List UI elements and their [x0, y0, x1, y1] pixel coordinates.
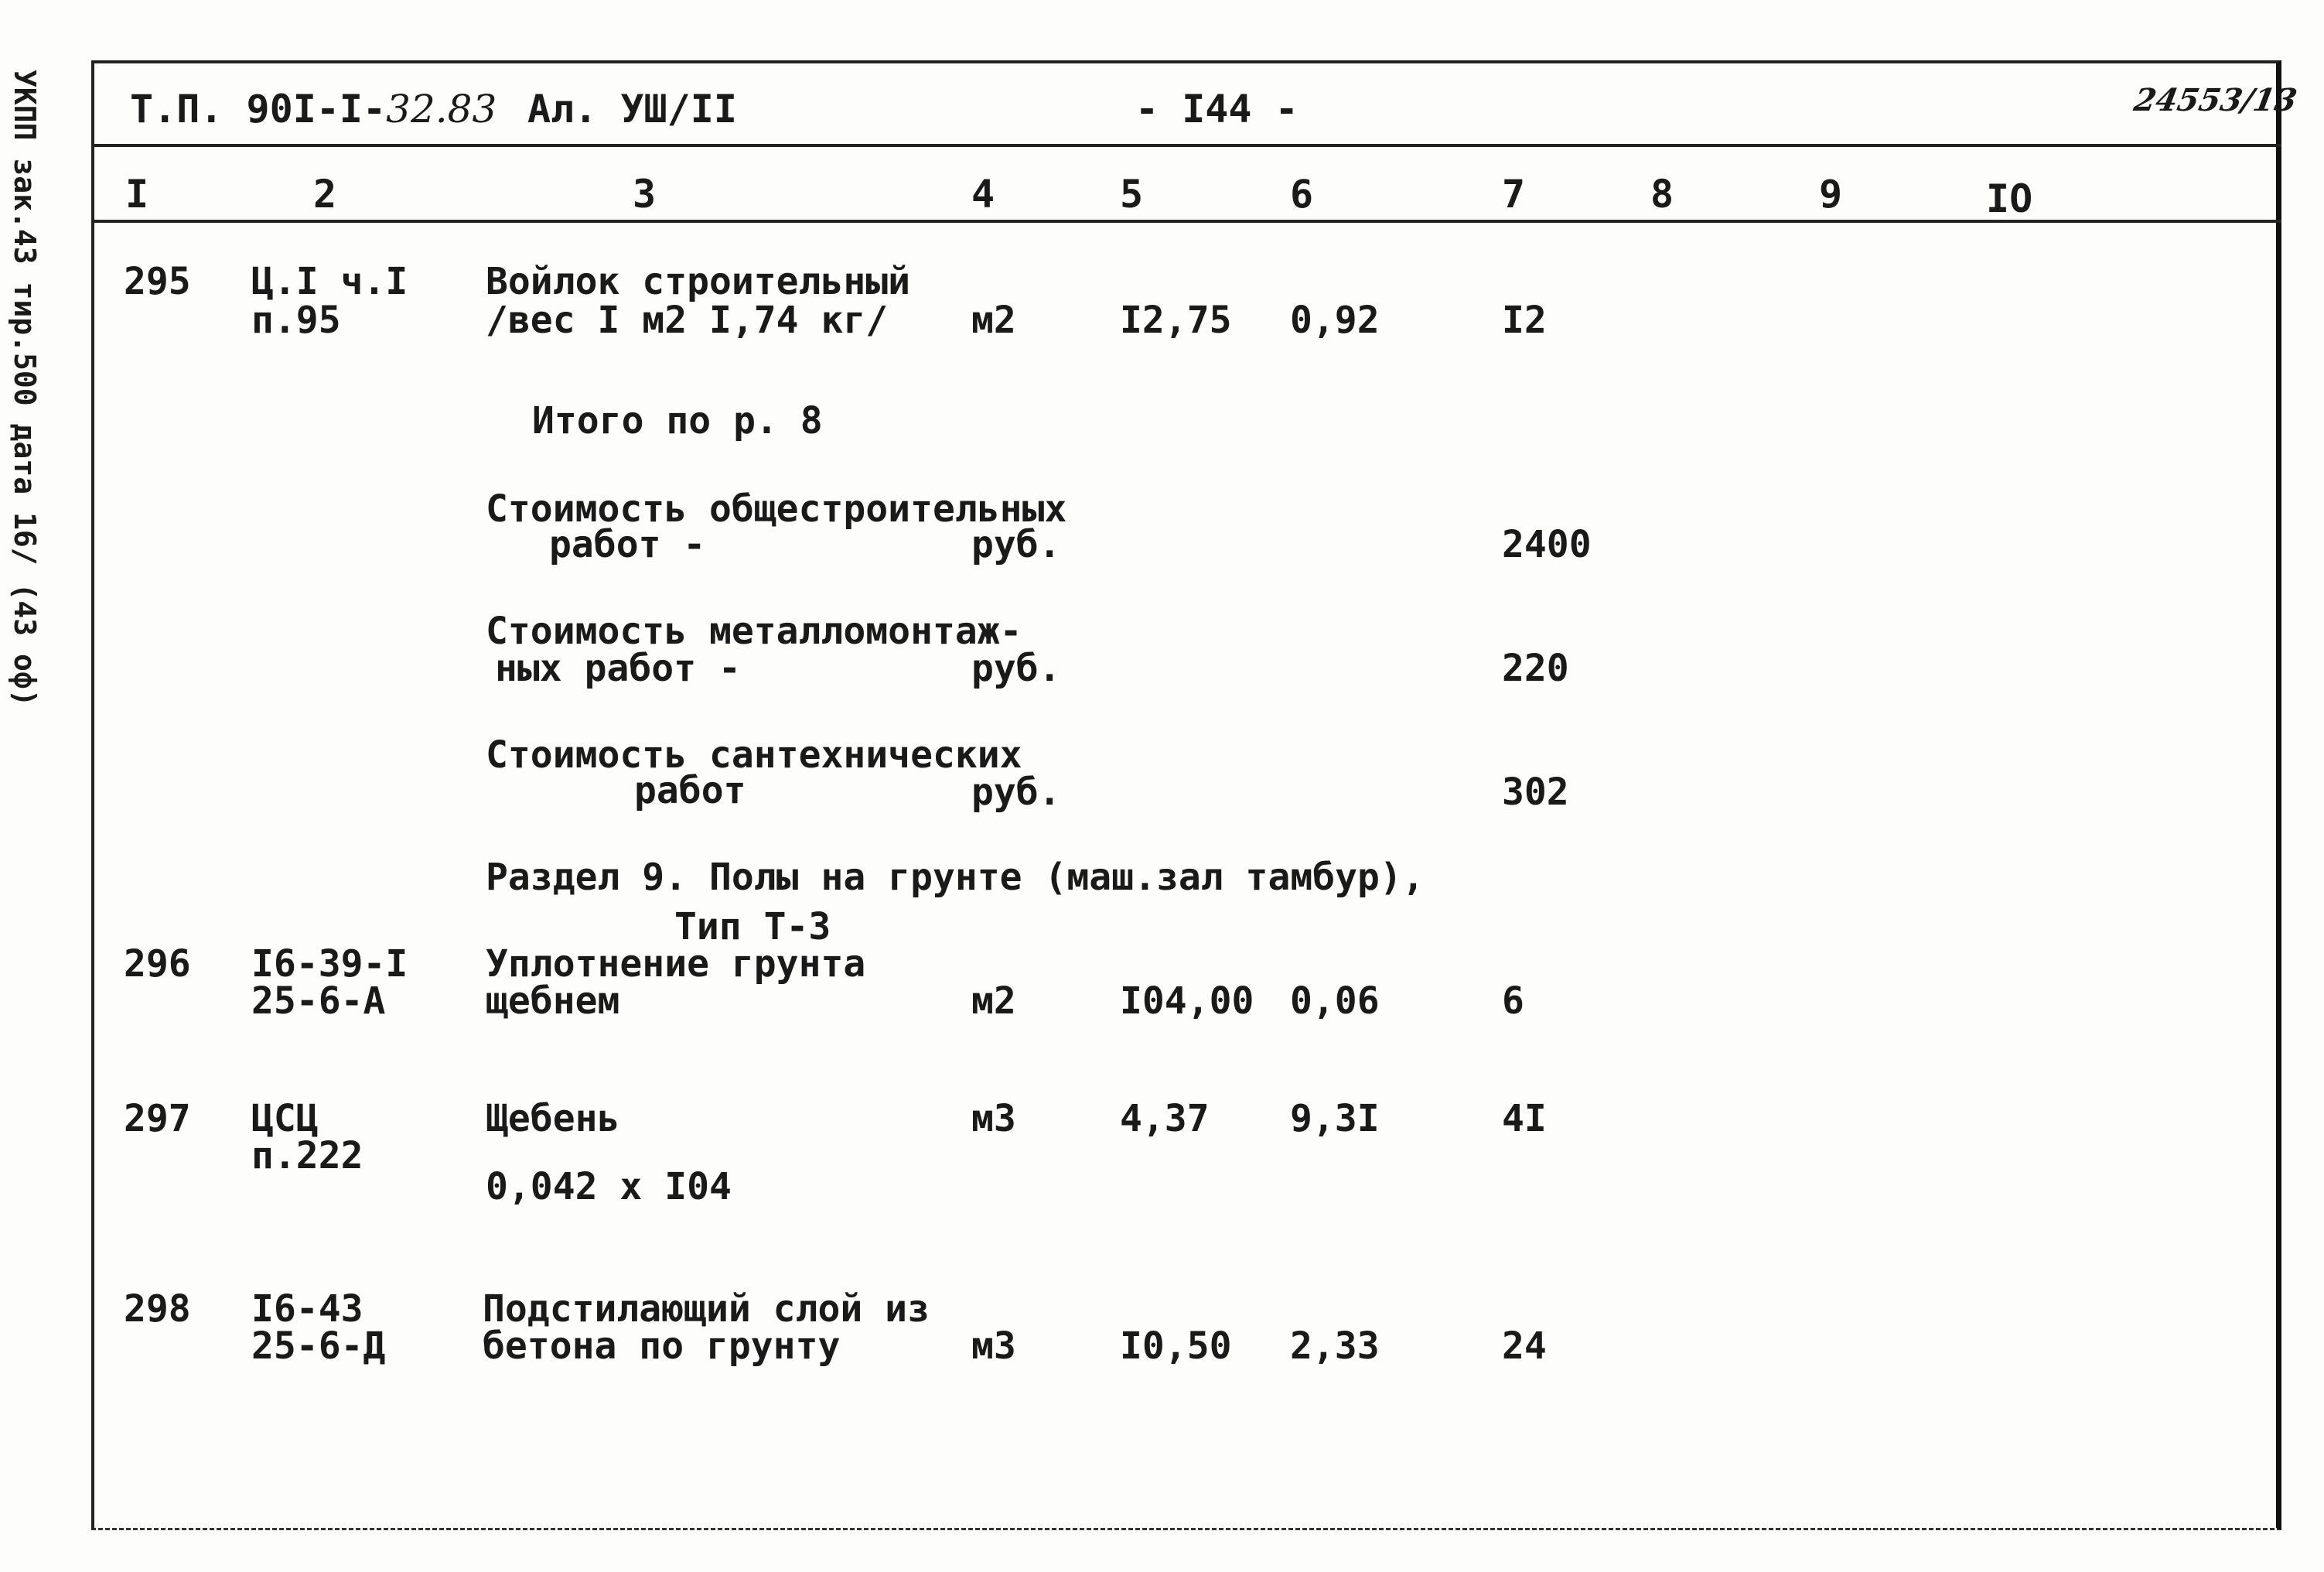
row-297-price: 9,3I [1290, 1097, 1380, 1140]
row-297-num: 297 [124, 1097, 191, 1140]
column-header-5: 5 [1120, 172, 1144, 217]
section-9-type: Тип Т-3 [674, 905, 831, 948]
column-header-7: 7 [1502, 172, 1526, 217]
row-298-code1: I6-43 [251, 1287, 363, 1331]
itogo-section-8: Итого по р. 8 [532, 399, 823, 443]
row-295-name2: /вес I м2 I,74 кг/ [486, 299, 889, 342]
row-295-price: 0,92 [1290, 299, 1380, 342]
row-298-name1: Подстилающий слой из [483, 1287, 930, 1331]
cost-sanitary-unit: руб. [971, 771, 1061, 814]
cost-general-value: 2400 [1502, 523, 1592, 566]
cost-sanitary-name2: работ [634, 769, 746, 812]
column-header-10: IO [1986, 176, 2033, 221]
cost-metal-unit: руб. [971, 647, 1061, 690]
cost-sanitary-name1: Стоимость сантехнических [486, 733, 1022, 777]
row-298-qty: I0,50 [1120, 1324, 1232, 1368]
album-ref: Ал. УШ/II [527, 87, 737, 132]
row-296-unit: м2 [971, 979, 1016, 1023]
row-297-name2: 0,042 х I04 [486, 1165, 732, 1208]
row-298-code2: 25-6-Д [251, 1324, 386, 1368]
row-295-cost: I2 [1502, 299, 1547, 342]
cost-general-name2: работ - [549, 523, 706, 566]
section-9-title: Раздел 9. Полы на грунте (маш.зал тамбур), [486, 856, 1425, 899]
row-295-code2: п.95 [251, 299, 341, 342]
page-number: - I44 - [1135, 87, 1299, 132]
column-header-1: I [125, 172, 149, 217]
column-header-9: 9 [1819, 172, 1843, 217]
row-298-price: 2,33 [1290, 1324, 1380, 1368]
row-295-num: 295 [124, 260, 191, 303]
row-297-code2: п.222 [251, 1134, 363, 1177]
row-298-name2: бетона по грунту [483, 1324, 841, 1368]
row-298-unit: м3 [971, 1324, 1016, 1368]
row-296-qty: I04,00 [1120, 979, 1254, 1023]
row-297-code1: ЦСЦ [251, 1097, 319, 1140]
row-298-num: 298 [124, 1287, 191, 1331]
cost-general-name1: Стоимость общестроительных [486, 487, 1067, 531]
cost-sanitary-value: 302 [1502, 771, 1569, 814]
row-297-cost: 4I [1502, 1097, 1547, 1140]
row-296-num: 296 [124, 942, 191, 986]
page-frame [91, 60, 2281, 1530]
row-295-code1: Ц.I ч.I [251, 260, 408, 303]
row-295-unit: м2 [971, 299, 1016, 342]
row-297-unit: м3 [971, 1097, 1016, 1140]
cost-metal-value: 220 [1502, 647, 1569, 690]
cost-metal-name2: ных работ - [495, 647, 741, 690]
row-295-qty: I2,75 [1120, 299, 1232, 342]
row-296-cost: 6 [1502, 979, 1524, 1023]
row-296-price: 0,06 [1290, 979, 1380, 1023]
header-divider [91, 144, 2281, 147]
archive-stamp: 24553/13 [2131, 82, 2300, 118]
row-297-qty: 4,37 [1120, 1097, 1210, 1140]
column-header-6: 6 [1290, 172, 1314, 217]
cost-general-unit: руб. [971, 523, 1061, 566]
column-header-2: 2 [313, 172, 337, 217]
row-296-name2: щебнем [486, 979, 620, 1023]
doc-code: Т.П. 90I-I-32.83 [130, 87, 497, 132]
column-header-8: 8 [1650, 172, 1674, 217]
column-header-divider [91, 220, 2281, 223]
row-297-name1: Щебень [486, 1097, 620, 1140]
row-298-cost: 24 [1502, 1324, 1547, 1368]
side-note: УКПП зак.43 тир.500 дата 16/ (43 оф) [8, 70, 42, 707]
cost-metal-name1: Стоимость металломонтаж- [486, 610, 1022, 653]
row-296-code2: 25-6-А [251, 979, 386, 1023]
column-header-3: 3 [633, 172, 657, 217]
column-header-4: 4 [971, 172, 995, 217]
row-296-name1: Уплотнение грунта [486, 942, 866, 986]
row-295-name1: Войлок строительный [486, 260, 911, 303]
row-296-code1: I6-39-I [251, 942, 408, 986]
